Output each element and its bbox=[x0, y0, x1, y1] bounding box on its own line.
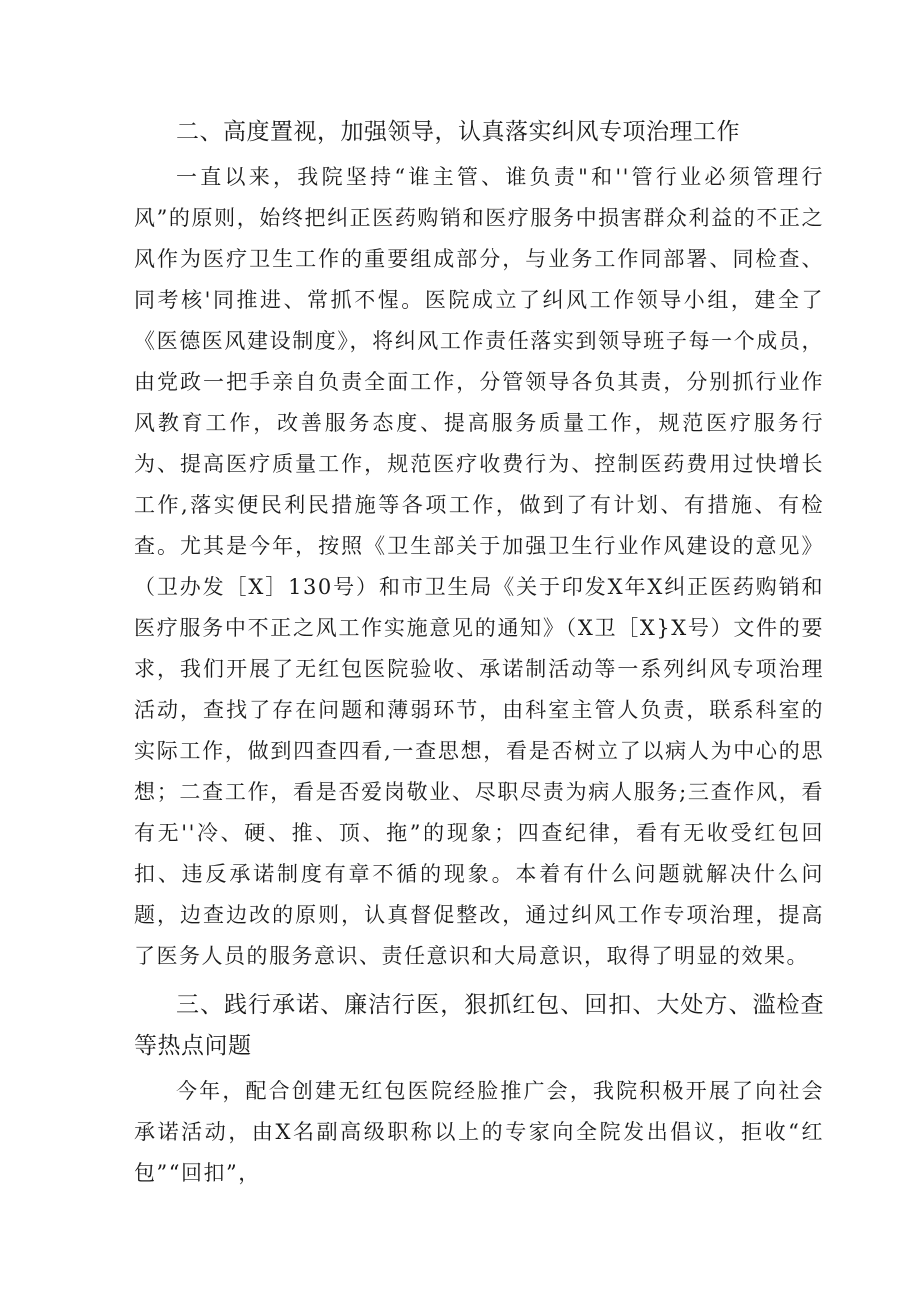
section-paragraph: 一直以来，我院坚持“谁主管、谁负责"和''管行业必须管理行风”的原则，始终把纠正医药购销和医疗服务中损害群众利益的不正之风作为医疗卫生工作的重要组成部分，与业务工作同部署、同检查、同考核'同推进、常抓不惺。医院成立了纠风工作领导小组，建全了《医德医风建设制度》，将纠风工作责任落实到领导班子每一个成员，由党政一把手亲自负责全面工作，分管领导各负其责，分别抓行业作风教育工作，改善服务态度、提高服务质量工作，规范医疗服务行为、提高医疗质量工作，规范医疗收费行为、控制医药费用过快增长工作,落实便民利民措施等各项工作，做到了有计划、有措施、有检查。尤其是今年，按照《卫生部关于加强卫生行业作风建设的意见》（卫办发［X］130号）和市卫生局《关于印发X年X纠正医药购销和医疗服务中不正之风工作实施意见的通知》（X卫［X}X号）文件的要求，我们开展了无红包医院验收、承诺制活动等一系列纠风专项治理活动，查找了存在问题和薄弱环节，由科室主管人负责，联系科室的实际工作，做到四查四看,一查思想，看是否树立了以病人为中心的思想；二查工作，看是否爱岗敬业、尽职尽责为病人服务;三查作风，看有无''冷、硬、推、顶、拖”的现象；四查纪律，看有无收受红包回扣、违反承诺制度有章不循的现象。本着有什么问题就解决什么问题，边查边改的原则，认真督促整改，通过纠风工作专项治理，提高了医务人员的服务意识、责任意识和大局意识，取得了明显的效果。 bbox=[134, 165, 824, 968]
section-heading-2: 二、高度置视，加强领导，认真落实纠风专项治理工作 bbox=[176, 119, 740, 145]
section-paragraph: 今年，配合创建无红包医院经脸推广会，我院积极开展了向社会承诺活动，由X名副高级职称以上的专家向全院发出倡议，拒收“红包”“回扣”， bbox=[134, 1079, 824, 1185]
section-heading-3: 三、践行承诺、廉洁行医，狠抓红包、回扣、大处方、滥检查等热点问题 bbox=[134, 992, 824, 1059]
